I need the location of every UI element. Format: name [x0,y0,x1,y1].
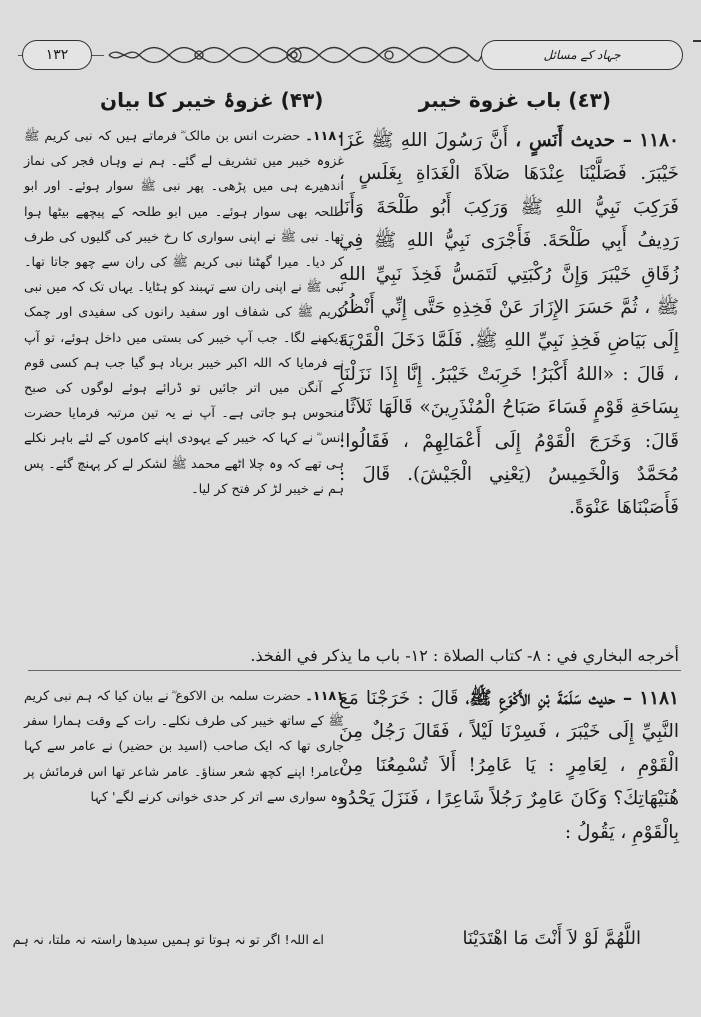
arabic-hadith-1180 [339,124,679,525]
arabic-verse-line: اللَّهُمَّ لَوْ لاَ أَنْتَ مَا اهْتَدَيْنَا [462,928,641,949]
ornament-band-icon [104,43,484,67]
arabic-hadith-1181 [339,682,679,849]
arabic-hadith-text: أَنَّ رَسُولَ اللهِ ﷺ غَزَا خَيْبَرَ. فَصَلَّيْنَا عِنْدَهَا صَلاَةَ الْغَدَاةِ بِغَلَسٍ ، فَرَكِبَ نَبِيُّ اللهِ ﷺ وَرَكِبَ أَبُو طَلْحَةَ وَأَنَا رَدِيفُ أَبِي طَلْحَةَ. فَأَجْرَى نَبِيُّ اللهِ ﷺ فِي زُقَاقِ خَيْبَرَ وَإِنَّ رُكْبَتِي لَتَمَسُّ فَخِذَ نَبِيِّ اللهِ ﷺ ، ثُمَّ حَسَرَ الإِزَارَ عَنْ فَخِذِهِ حَتَّى إِنِّي أَنْظُرُ إِلَى بَيَاضِ فَخِذِ نَبِيِّ اللهِ ﷺ. فَلَمَّا دَخَلَ الْقَرْيَةَ ، قَالَ : «اللهُ أَكْبَرُ! خَرِبَتْ خَيْبَرُ. إِنَّا إِذَا نَزَلْنَا بِسَاحَةِ قَوْمٍ فَسَاءَ صَبَاحُ الْمُنْذَرِينَ» قَالَهَا ثَلاَثًا. قَالَ: وَخَرَجَ الْقَوْمُ إِلَى أَعْمَالِهِمْ ، فَقَالُوا: مُحَمَّدٌ وَالْخَمِيسُ (يَعْنِي الْجَيْشَ). قَالَ : فَأَصَبْنَاهَا عَنْوَةً. [339,130,679,519]
urdu-translation-1180-paragraph [24,124,344,502]
section-title: جہاد کے مسائل [543,48,621,62]
arabic-hadith-1181-paragraph [339,682,679,849]
arabic-hadith-1180-paragraph [339,124,679,525]
urdu-chapter-heading: (۴۳) غزوۂ خیبر کا بیان [100,88,324,112]
urdu-hadith-number: ۱۱۸۱۔ [305,689,345,704]
urdu-translation-1181-paragraph [24,684,344,810]
urdu-translation-text: حضرت سلمہ بن الاکوع ؓ نے بیان کیا کہ ہم نبی کریم ﷺ کے ساتھ خیبر کی طرف نکلے۔ رات کے وقت ہمارا سفر جاری تھا کہ ایک صاحب (اسید بن حضیر) نے عامر سے کہا 'عامر! اپنے کچھ شعر سناؤ۔ عامر شاعر تھا اس فرمائش پر وہ سواری سے اتر کر حدی خوانی کرنے لگے' کہا [24,689,344,805]
section-title-cartouche [481,40,683,70]
arabic-hadith-text: قَالَ : خَرَجْنَا مَعَ النَّبِيِّ إِلَى خَيْبَرَ ، فَسِرْنَا لَيْلاً ، فَقَالَ رَجُلٌ مِنَ الْقَوْمِ ، لِعَامِرٍ : يَا عَامِرُ! أَلاَ تُسْمِعُنَا مِنْ هُنَيْهَاتِكَ؟ وَكَانَ عَامِرٌ رَجُلاً شَاعِرًا ، فَنَزَلَ يَحْدُو بِالْقَوْمِ ، يَقُولُ : [339,688,679,843]
section-divider [28,670,681,671]
arabic-hadith-label: – حديث سَلَمَةَ بْنِ الأَكْوَعِ ﷺ، [465,688,633,709]
arabic-hadith-number: ١١٨١ [639,688,679,709]
urdu-translation-1180 [24,124,344,502]
urdu-hadith-number: ۱۱۸۰۔ [305,129,344,144]
arabic-hadith-number: ١١٨٠ [639,130,679,151]
page-number: ۱۳۲ [45,47,69,63]
urdu-translation-1181 [24,684,344,810]
page-header [18,40,683,70]
arabic-chapter-heading: (٤٣) باب غزوة خيبر [418,88,611,112]
page-number-cartouche [22,40,92,70]
urdu-translation-text: حضرت انس بن مالک ؓ فرماتے ہیں کہ نبی کریم ﷺ غزوہ خیبر میں تشریف لے گئے۔ ہم نے وہاں فجر کی نماز اندھیرے ہی میں پڑھی۔ پھر نبی ﷺ سوار ہوئے۔ اور ابو طلحہ بھی سوار ہوئے۔ میں ابو طلحہ کے پیچھے بیٹھا ہوا تھا۔ نبی ﷺ نے اپنی سواری کا رخ خیبر کی گلیوں کی طرف کر دیا۔ میرا گھٹنا نبی کریم ﷺ کی ران سے چھو جاتا تھا۔ نبی ﷺ نے اپنی ران سے تہبند کو ہٹایا۔ یہاں تک کہ میں نبی کریم ﷺ کی شفاف اور سفید رانوں کی سفیدی اور چمک دیکھنے لگا۔ جب آپ خیبر کی بستی میں داخل ہوئے، تو آپ نے فرمایا کہ اللہ اکبر خیبر برباد ہو گیا جب ہم کسی قوم کے آنگن میں اتر جائیں تو ڈرائے ہوئے لوگوں کی صبح منحوس ہو جاتی ہے۔ آپ نے یہ تین مرتبہ فرمایا حضرت انس ؓ نے کہا کہ خیبر کے یہودی اپنے کاموں کے لئے باہر نکلے ہی تھے کہ وہ چلا اٹھے محمد ﷺ لشکر لے کر پہنچ گئے۔ پس ہم نے خیبر لڑ کر فتح کر لیا۔ [24,129,344,497]
urdu-verse-line: اے اللہ! اگر تو نہ ہوتا تو ہمیں سیدھا راستہ نہ ملتا، نہ ہم [12,933,324,948]
arabic-hadith-label: – حديث أَنَسٍ ، [515,130,633,151]
page-edge-mark [693,40,701,42]
takhrij-note: أخرجه البخاري في : ٨- كتاب الصلاة : ١٢- باب ما يذكر في الفخذ. [250,646,679,665]
